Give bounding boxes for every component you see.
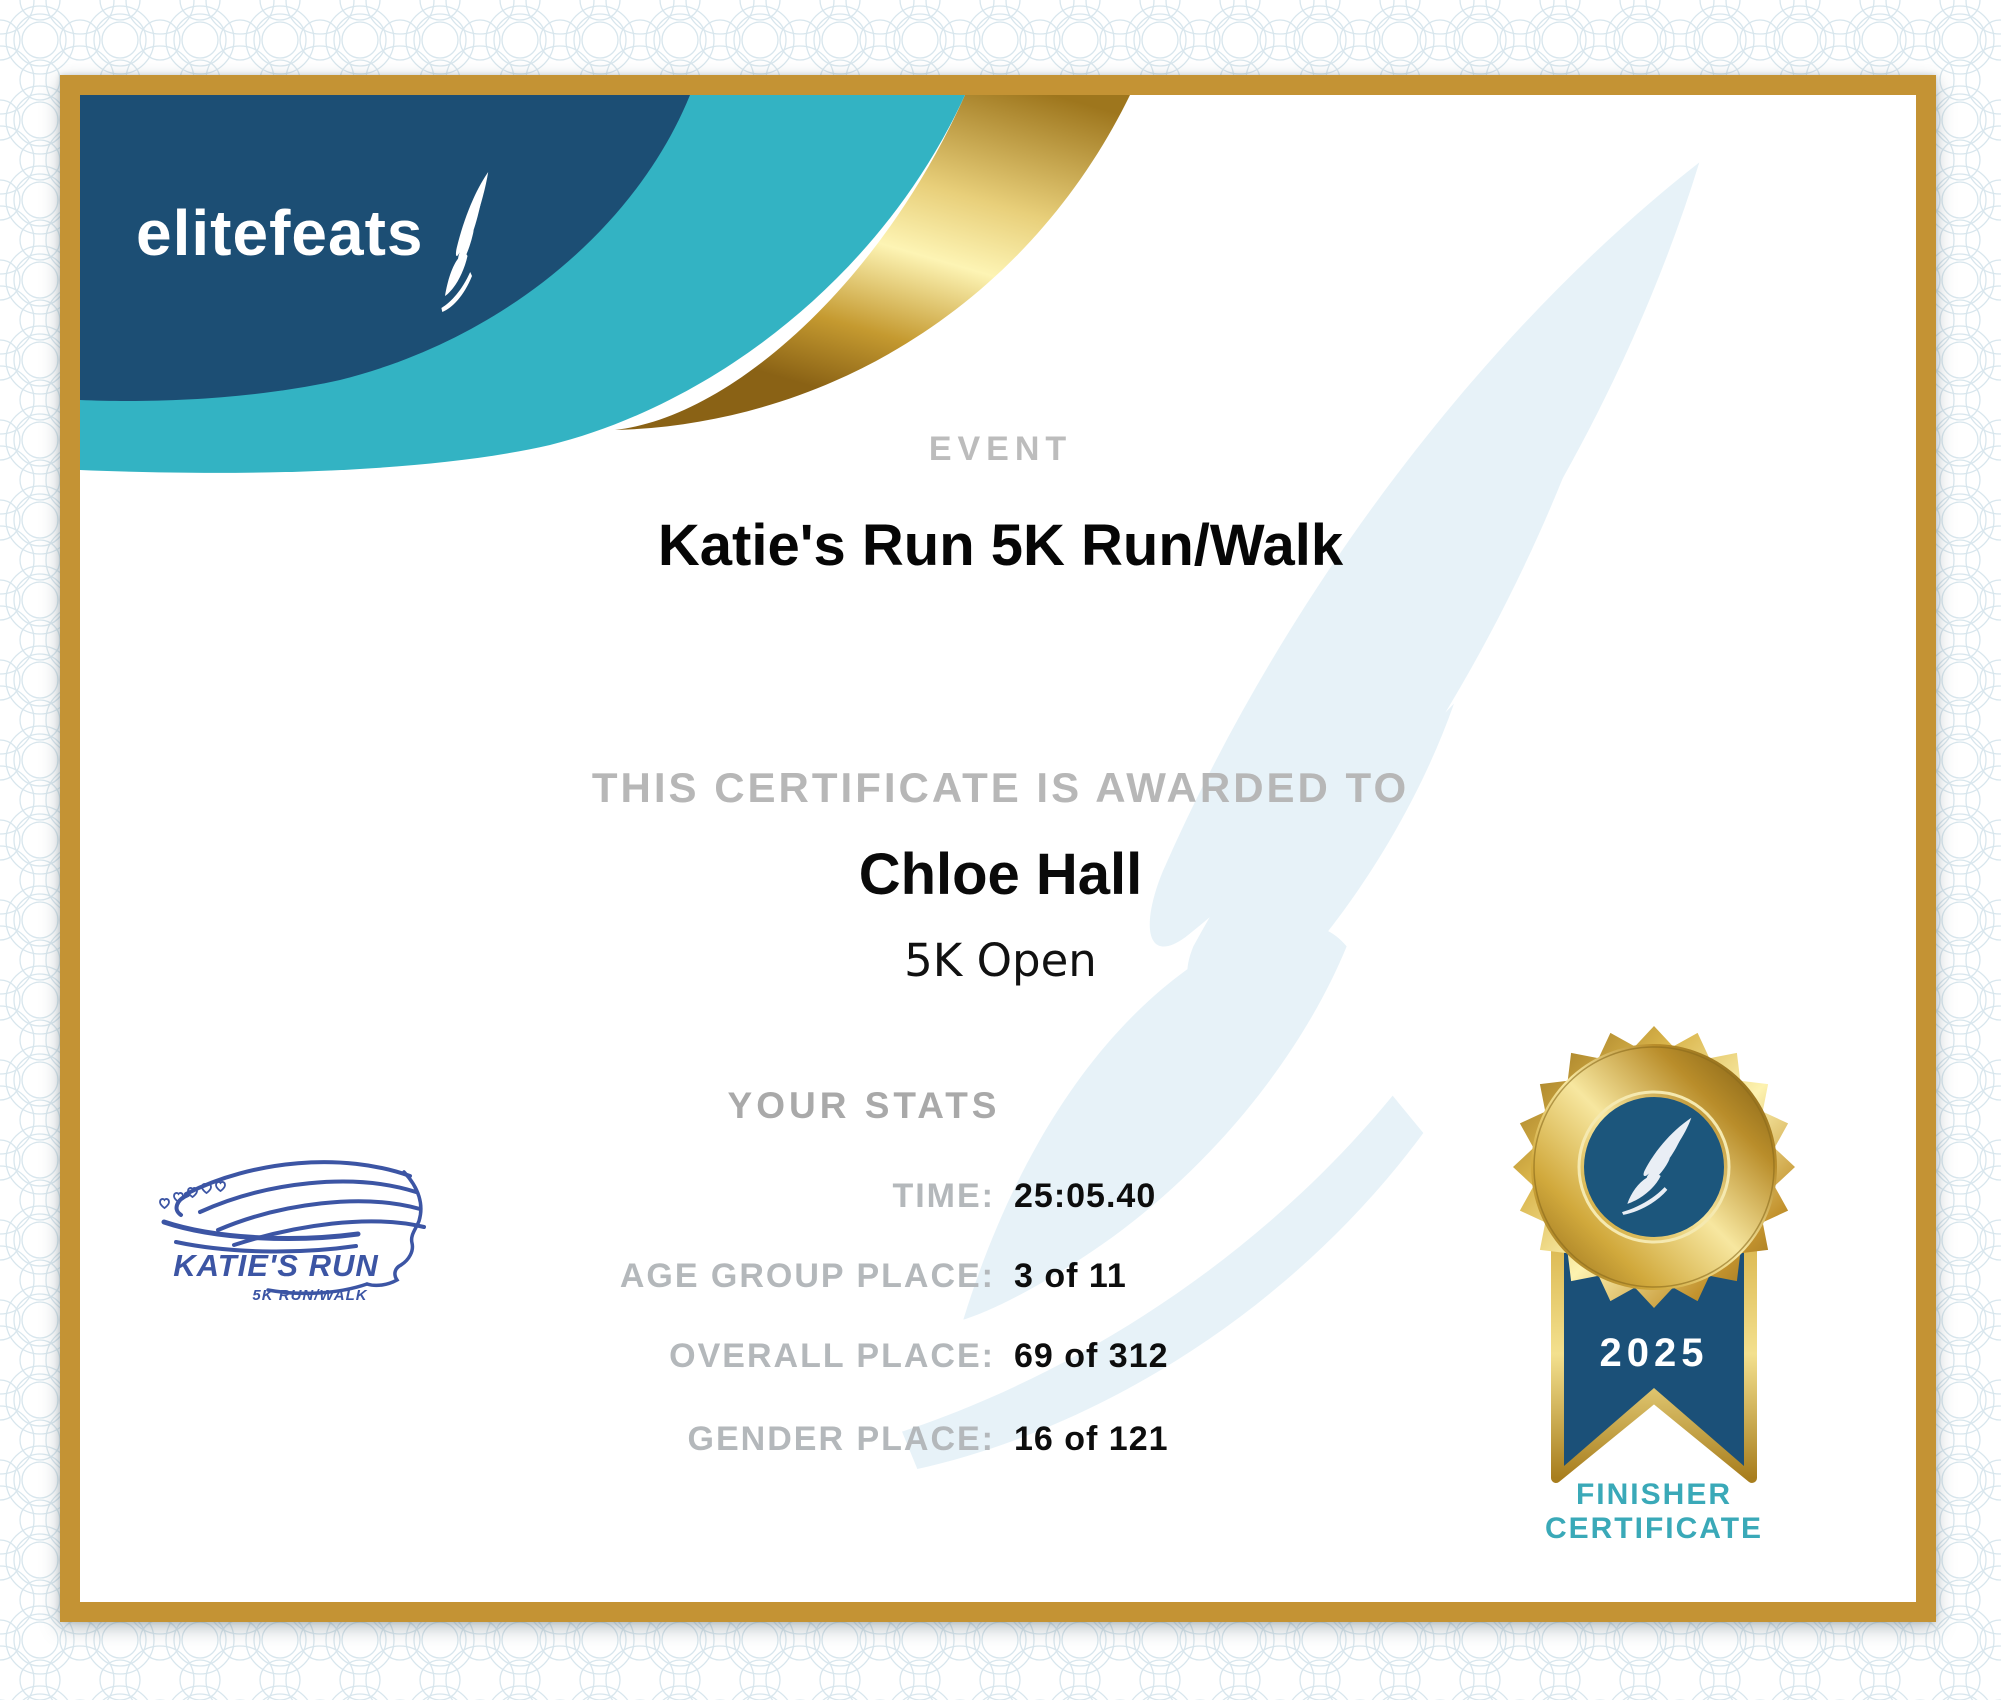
stat-value: 3 of 11: [1014, 1257, 1127, 1295]
recipient-name: Chloe Hall: [858, 842, 1143, 907]
awarded-to-label: THIS CERTIFICATE IS AWARDED TO: [591, 764, 1410, 811]
katies-run-logo: [148, 1148, 478, 1338]
corner-decoration: [80, 95, 1220, 575]
stat-label: AGE GROUP PLACE:: [619, 1257, 995, 1295]
brand-winged-foot-icon: [436, 168, 490, 318]
finisher-medal: [1494, 1020, 1814, 1490]
stat-label: GENDER PLACE:: [687, 1420, 995, 1458]
event-label: EVENT: [928, 430, 1073, 468]
katies-run-title: KATIE'S RUN: [173, 1248, 379, 1283]
medal-year: 2025: [1599, 1331, 1709, 1375]
finisher-certificate-caption: [1454, 1478, 1854, 1546]
brand-logo-text: elitefeats: [136, 197, 424, 269]
finisher-line: FINISHER: [1575, 1478, 1732, 1511]
katies-run-subtitle: 5K RUN/WALK: [252, 1287, 368, 1304]
your-stats-label: YOUR STATS: [727, 1085, 1001, 1126]
stat-value: 69 of 312: [1014, 1337, 1169, 1375]
event-name: Katie's Run 5K Run/Walk: [657, 513, 1344, 578]
stat-label: TIME:: [892, 1177, 995, 1215]
division-name: 5K Open: [904, 934, 1097, 987]
stat-value: 25:05.40: [1014, 1177, 1157, 1215]
certificate-line: CERTIFICATE: [1544, 1512, 1764, 1545]
stat-label: OVERALL PLACE:: [669, 1337, 995, 1375]
stat-value: 16 of 121: [1014, 1420, 1169, 1458]
